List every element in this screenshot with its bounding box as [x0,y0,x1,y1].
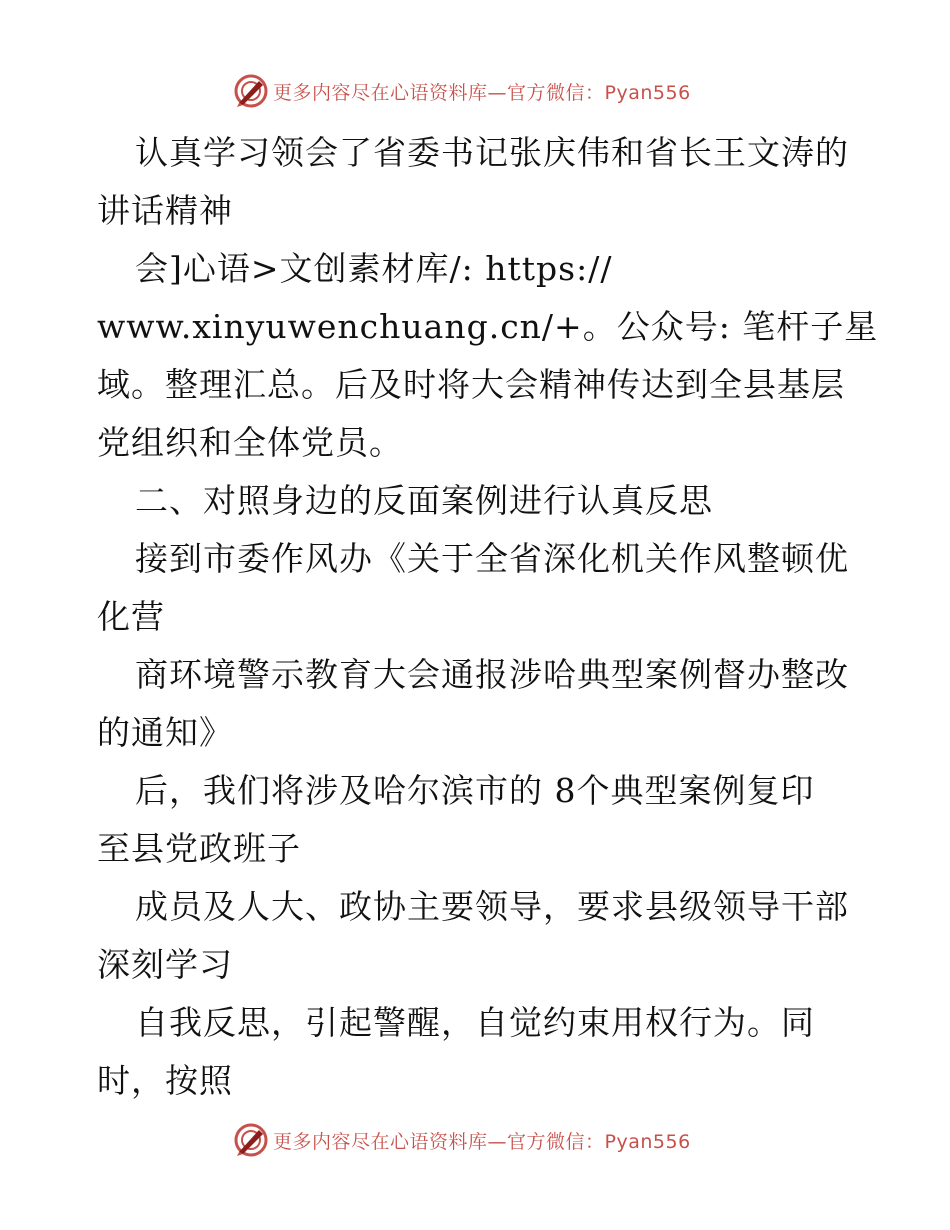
pen-logo-icon [233,1122,269,1158]
text-line: 深刻学习 [97,945,233,984]
header-banner [233,72,691,110]
footer-banner [233,1121,691,1159]
text-line: 讲话精神 [97,191,233,230]
banner-text: 更多内容尽在心语资料库—官方微信：Pyan556 [273,81,691,104]
text-line: 党组织和全体党员。 [97,423,403,462]
pen-logo-icon [233,73,269,109]
document-body [97,124,879,1110]
text-line: 接到市委作风办《关于全省深化机关作风整顿优 [135,539,849,578]
text-line: 时，按照 [97,1061,233,1100]
text-line: 自我反思，引起警醒，自觉约束用权行为。同 [135,1003,815,1042]
section-heading: 二、对照身边的反面案例进行认真反思 [135,481,713,520]
text-line: 的通知》 [97,713,233,752]
text-line: 化营 [97,597,165,636]
text-line: 至县党政班子 [97,829,301,868]
banner-text: 更多内容尽在心语资料库—官方微信：Pyan556 [273,1130,691,1153]
text-line: www.xinyuwenchuang.cn/+。公众号: 笔杆子星 [97,307,879,346]
text-line: 会]心语>文创素材库/: https:// [135,249,613,288]
text-line: 后，我们将涉及哈尔滨市的 8个典型案例复印 [135,771,815,810]
text-line: 域。整理汇总。后及时将大会精神传达到全县基层 [97,365,845,404]
text-line: 成员及人大、政协主要领导，要求县级领导干部 [135,887,849,926]
text-line: 商环境警示教育大会通报涉哈典型案例督办整改 [135,655,849,694]
text-line: 认真学习领会了省委书记张庆伟和省长王文涛的 [135,133,849,172]
